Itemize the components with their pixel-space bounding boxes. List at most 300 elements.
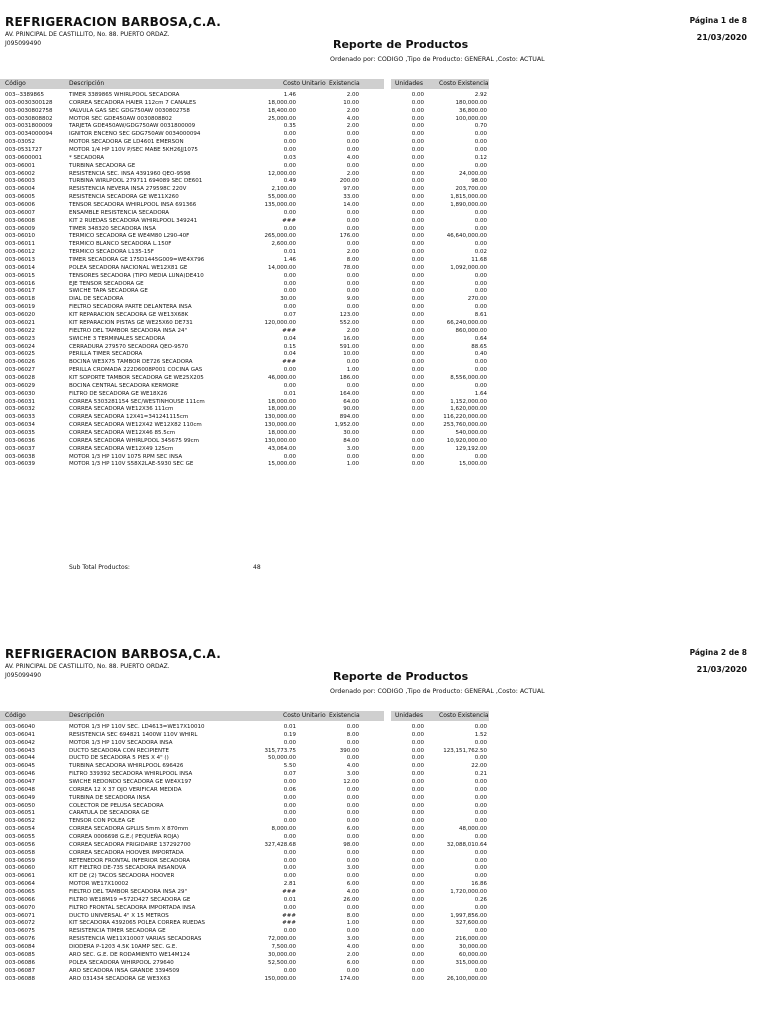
table-row xyxy=(0,406,768,414)
cell-description: KIT FIELTRO DE-735 SECADORA INSANOVA xyxy=(69,865,186,872)
cell-units: 0.00 xyxy=(411,335,424,342)
cell-unit-cost: 150,000.00 xyxy=(264,975,296,982)
cell-unit-cost: 0.00 xyxy=(283,849,296,856)
header-units: Unidades xyxy=(395,712,423,719)
cell-code: 003-06042 xyxy=(5,739,35,746)
table-row xyxy=(0,865,768,873)
table-row xyxy=(0,779,768,787)
cell-description: TERMICO SECADORA GE WE4M80 L290-40F xyxy=(69,233,190,240)
table-row xyxy=(0,359,768,367)
cell-stock: 0.00 xyxy=(346,739,359,746)
cell-stock: 0.00 xyxy=(346,724,359,730)
table-row xyxy=(0,928,768,936)
cell-units: 0.00 xyxy=(411,209,424,216)
cell-stock: 84.00 xyxy=(343,437,359,444)
cell-unit-cost: 15,000.00 xyxy=(268,461,296,468)
cell-code: 003-06066 xyxy=(5,896,35,903)
table-row xyxy=(0,414,768,422)
cell-stock: 90.00 xyxy=(343,406,359,413)
cell-stock: 0.00 xyxy=(346,139,359,146)
cell-stock-cost: 100,000.00 xyxy=(455,115,487,122)
cell-description: VALVULA GAS SEC GDG750AW 0030802758 xyxy=(69,107,190,114)
cell-stock: 0.00 xyxy=(346,288,359,295)
table-row xyxy=(0,139,768,147)
report-page-2 xyxy=(0,632,768,1024)
cell-code: 003-0034000094 xyxy=(5,131,53,138)
cell-unit-cost: 0.00 xyxy=(283,272,296,279)
cell-code: 003-06005 xyxy=(5,194,35,201)
cell-unit-cost: 0.00 xyxy=(283,209,296,216)
cell-description: FILTRO DE SECADORA GE WE18X26 xyxy=(69,390,168,397)
cell-code: 003-06039 xyxy=(5,461,35,468)
cell-unit-cost: 135,000.00 xyxy=(264,202,296,209)
table-row xyxy=(0,155,768,163)
cell-unit-cost: 18,000.00 xyxy=(268,406,296,413)
table-row xyxy=(0,461,768,469)
cell-description: SWICHE TAPA SECADORA GE xyxy=(69,288,148,295)
cell-unit-cost: 72,000.00 xyxy=(268,936,296,943)
cell-units: 0.00 xyxy=(411,461,424,468)
cell-stock-cost: 88.65 xyxy=(471,343,487,350)
cell-stock: 4.00 xyxy=(346,889,359,896)
cell-code: 003-06040 xyxy=(5,724,35,730)
header-unit-cost: Costo Unitario xyxy=(283,80,326,87)
cell-unit-cost: 0.07 xyxy=(283,771,296,778)
cell-stock: 164.00 xyxy=(339,390,359,397)
cell-unit-cost: 55,000.00 xyxy=(268,194,296,201)
cell-stock-cost: 203,700.00 xyxy=(455,186,487,193)
cell-stock: 390.00 xyxy=(339,747,359,754)
cell-code: 003-06071 xyxy=(5,912,35,919)
table-row xyxy=(0,826,768,834)
table-row xyxy=(0,810,768,818)
cell-stock-cost: 0.00 xyxy=(474,739,487,746)
cell-unit-cost: 1.46 xyxy=(283,257,296,264)
table-row xyxy=(0,430,768,438)
product-table xyxy=(0,92,768,469)
cell-description: CORREA SECADORA WE12X46 85.5cm xyxy=(69,429,176,436)
table-row xyxy=(0,889,768,897)
cell-stock: 8.00 xyxy=(346,257,359,264)
cell-unit-cost: ### xyxy=(282,217,296,224)
cell-units: 0.00 xyxy=(411,429,424,436)
cell-code: 003-06047 xyxy=(5,779,35,786)
cell-unit-cost: 0.00 xyxy=(283,865,296,872)
cell-units: 0.00 xyxy=(411,312,424,319)
cell-stock: 0.00 xyxy=(346,928,359,935)
cell-stock-cost: 0.00 xyxy=(474,834,487,841)
cell-units: 0.00 xyxy=(411,99,424,106)
cell-stock-cost: 270.00 xyxy=(467,296,487,303)
table-row xyxy=(0,755,768,763)
cell-units: 0.00 xyxy=(411,194,424,201)
cell-units: 0.00 xyxy=(411,170,424,177)
table-row xyxy=(0,273,768,281)
cell-unit-cost: 43,064.00 xyxy=(268,445,296,452)
table-row xyxy=(0,740,768,748)
cell-stock: 6.00 xyxy=(346,826,359,833)
cell-unit-cost: 30,000.00 xyxy=(268,951,296,958)
cell-units: 0.00 xyxy=(411,241,424,248)
cell-units: 0.00 xyxy=(411,841,424,848)
cell-code: 003-06016 xyxy=(5,280,35,287)
cell-unit-cost: 0.06 xyxy=(283,786,296,793)
cell-stock: 4.00 xyxy=(346,763,359,770)
cell-stock: 0.00 xyxy=(346,217,359,224)
cell-stock: 3.00 xyxy=(346,936,359,943)
cell-description: TIMER SECADORA GE 175D1445G009=WE4X796 xyxy=(69,257,205,264)
table-row xyxy=(0,787,768,795)
cell-unit-cost: 0.00 xyxy=(283,162,296,169)
cell-stock-cost: 180,000.00 xyxy=(455,99,487,106)
cell-units: 0.00 xyxy=(411,739,424,746)
cell-description: KIT SECADORA 4392065 POLEA CORREA RUEDAS xyxy=(69,920,206,927)
cell-stock: 0.00 xyxy=(346,857,359,864)
header-unit-cost: Costo Unitario xyxy=(283,712,326,719)
cell-units: 0.00 xyxy=(411,771,424,778)
cell-stock: 186.00 xyxy=(339,374,359,381)
cell-unit-cost: 327,428.68 xyxy=(264,841,296,848)
cell-stock-cost: 0.00 xyxy=(474,849,487,856)
table-row xyxy=(0,803,768,811)
cell-stock: 0.00 xyxy=(346,272,359,279)
table-row xyxy=(0,936,768,944)
cell-units: 0.00 xyxy=(411,445,424,452)
cell-unit-cost: 46,000.00 xyxy=(268,374,296,381)
cell-code: 003-06065 xyxy=(5,889,35,896)
cell-unit-cost: 18,400.00 xyxy=(268,107,296,114)
cell-description: FIELTRO DEL TAMBOR SECADORA INSA 29" xyxy=(69,889,187,896)
cell-description: BOCINA WE3X75 TAMBOR DE726 SECADORA xyxy=(69,359,193,366)
cell-units: 0.00 xyxy=(411,264,424,271)
table-row xyxy=(0,257,768,265)
cell-unit-cost: 0.01 xyxy=(283,249,296,256)
cell-description: DIODERA P-1203 4.5K 10AMP SEC. G.E. xyxy=(69,944,178,951)
report-date: 21/03/2020 xyxy=(696,665,747,674)
cell-stock: 3.00 xyxy=(346,771,359,778)
cell-units: 0.00 xyxy=(411,881,424,888)
cell-description: RESISTENCIA TIMER SECADORA GE xyxy=(69,928,166,935)
cell-units: 0.00 xyxy=(411,107,424,114)
product-table xyxy=(0,724,768,983)
cell-units: 0.00 xyxy=(411,936,424,943)
cell-stock: 0.00 xyxy=(346,304,359,311)
cell-description: FIELTRO SECADORA PARTE DELANTERA INSA xyxy=(69,304,192,311)
cell-unit-cost: 0.00 xyxy=(283,810,296,817)
cell-description: TARJETA GDE450AW/GDG750AW 0031800009 xyxy=(69,123,196,130)
cell-units: 0.00 xyxy=(411,802,424,809)
cell-description: PERILLA TIMER SECADORA xyxy=(69,351,143,358)
cell-stock: 591.00 xyxy=(339,343,359,350)
cell-description: CORREA 12 X 37 OJO VERIFICAR MEDIDA xyxy=(69,786,182,793)
cell-stock: 2.00 xyxy=(346,123,359,130)
cell-stock: 1.00 xyxy=(346,920,359,927)
cell-stock-cost: 1,152,000.00 xyxy=(450,398,487,405)
cell-stock: 98.00 xyxy=(343,841,359,848)
cell-unit-cost: 18,000.00 xyxy=(268,429,296,436)
cell-code: 003-06008 xyxy=(5,217,35,224)
cell-stock-cost: 0.02 xyxy=(474,249,487,256)
cell-units: 0.00 xyxy=(411,186,424,193)
cell-stock: 2.00 xyxy=(346,92,359,98)
cell-stock: 0.00 xyxy=(346,794,359,801)
cell-description: ARO SEC. G.E. DE RODAMIENTO WE14M124 xyxy=(69,951,191,958)
cell-stock-cost: 0.00 xyxy=(474,786,487,793)
cell-unit-cost: 0.00 xyxy=(283,304,296,311)
cell-unit-cost: 0.00 xyxy=(283,857,296,864)
cell-stock-cost: 1,890,000.00 xyxy=(450,202,487,209)
cell-stock-cost: 315,000.00 xyxy=(455,959,487,966)
cell-stock: 9.00 xyxy=(346,296,359,303)
cell-unit-cost: 52,500.00 xyxy=(268,959,296,966)
cell-stock: 0.00 xyxy=(346,904,359,911)
cell-stock-cost: 0.00 xyxy=(474,755,487,762)
cell-unit-cost: 7,500.00 xyxy=(271,944,296,951)
cell-units: 0.00 xyxy=(411,374,424,381)
cell-stock: 2.00 xyxy=(346,107,359,114)
cell-stock-cost: 0.00 xyxy=(474,209,487,216)
cell-code: 003-06054 xyxy=(5,826,35,833)
cell-code: 003-06037 xyxy=(5,445,35,452)
cell-units: 0.00 xyxy=(411,123,424,130)
cell-stock: 0.00 xyxy=(346,280,359,287)
cell-stock-cost: 0.00 xyxy=(474,367,487,374)
table-row xyxy=(0,391,768,399)
cell-description: ENSAMBLE RESISTENCIA SECADORA xyxy=(69,209,170,216)
cell-code: 003-06043 xyxy=(5,747,35,754)
cell-description: FILTRO FRONTAL SECADORA IMPORTADA INSA xyxy=(69,904,196,911)
cell-code: 003-06087 xyxy=(5,967,35,974)
cell-stock-cost: 46,640,000.00 xyxy=(446,233,487,240)
cell-units: 0.00 xyxy=(411,959,424,966)
cell-code: 003-06044 xyxy=(5,755,35,762)
cell-code: 003-06045 xyxy=(5,763,35,770)
cell-unit-cost: 0.00 xyxy=(283,873,296,880)
cell-description: SWICHE REDONDO SECADORA GE WE4X197 xyxy=(69,779,192,786)
cell-code: 003-06013 xyxy=(5,257,35,264)
table-row xyxy=(0,422,768,430)
cell-description: TERMICO SECADORA L135-15F xyxy=(69,249,154,256)
cell-description: COLECTOR DE PELUSA SECADORA xyxy=(69,802,164,809)
cell-units: 0.00 xyxy=(411,865,424,872)
table-row xyxy=(0,858,768,866)
page-number: Página 2 de 8 xyxy=(689,648,747,657)
cell-stock: 0.00 xyxy=(346,131,359,138)
cell-code: 003-0030802758 xyxy=(5,107,53,114)
cell-stock: 0.00 xyxy=(346,453,359,460)
cell-stock-cost: 0.00 xyxy=(474,225,487,232)
cell-code: 003-06011 xyxy=(5,241,35,248)
table-row xyxy=(0,281,768,289)
cell-description: CORREA SECADORA GPLUS 5mm X 870mm xyxy=(69,826,189,833)
cell-units: 0.00 xyxy=(411,178,424,185)
cell-units: 0.00 xyxy=(411,920,424,927)
cell-stock: 4.00 xyxy=(346,115,359,122)
table-row xyxy=(0,210,768,218)
cell-unit-cost: ### xyxy=(282,359,296,366)
cell-stock: 14.00 xyxy=(343,202,359,209)
table-row xyxy=(0,233,768,241)
table-header-bar xyxy=(0,79,384,89)
cell-code: 003-06020 xyxy=(5,312,35,319)
table-row xyxy=(0,873,768,881)
table-row xyxy=(0,960,768,968)
cell-unit-cost: 14,000.00 xyxy=(268,264,296,271)
cell-stock: 8.00 xyxy=(346,912,359,919)
cell-stock-cost: 66,240,000.00 xyxy=(446,319,487,326)
table-row xyxy=(0,375,768,383)
cell-description: TENSOR CON POLEA GE xyxy=(69,818,135,825)
table-row xyxy=(0,913,768,921)
cell-stock-cost: 26,100,000.00 xyxy=(446,975,487,982)
cell-code: 003-06027 xyxy=(5,367,35,374)
cell-description: KIT SOPORTE TAMBOR SECADORA GE WE25X205 xyxy=(69,374,204,381)
cell-code: 003-06060 xyxy=(5,865,35,872)
cell-description: DIAL DE SECADORA xyxy=(69,296,124,303)
table-row xyxy=(0,795,768,803)
cell-stock-cost: 0.64 xyxy=(474,335,487,342)
cell-unit-cost: 0.01 xyxy=(283,724,296,730)
cell-description: POLEA SECADORA WHIRPOOL 279640 xyxy=(69,959,174,966)
cell-unit-cost: 0.00 xyxy=(283,139,296,146)
cell-stock-cost: 8.61 xyxy=(474,312,487,319)
cell-description: MOTOR 1/3 HP 110V SEC. LD4613=WE17X10010 xyxy=(69,724,205,730)
cell-code: 003-0030300128 xyxy=(5,99,53,106)
report-date: 21/03/2020 xyxy=(696,33,747,42)
cell-code: 003-06086 xyxy=(5,959,35,966)
cell-units: 0.00 xyxy=(411,747,424,754)
cell-code: 003-06024 xyxy=(5,343,35,350)
cell-code: 003-06085 xyxy=(5,951,35,958)
table-row xyxy=(0,241,768,249)
cell-stock: 10.00 xyxy=(343,99,359,106)
cell-unit-cost: ### xyxy=(282,889,296,896)
cell-stock: 0.00 xyxy=(346,755,359,762)
cell-description: MOTOR 1/3 HP 110V SECADORA INSA xyxy=(69,739,173,746)
cell-units: 0.00 xyxy=(411,319,424,326)
cell-stock: 10.00 xyxy=(343,351,359,358)
cell-description: MOTOR WE17X10002 xyxy=(69,881,129,888)
cell-code: 003-06030 xyxy=(5,390,35,397)
table-row xyxy=(0,944,768,952)
cell-unit-cost: 0.00 xyxy=(283,739,296,746)
cell-code: 003-06058 xyxy=(5,849,35,856)
cell-description: TENSOR SECADORA WHIRLPOOL INSA 691366 xyxy=(69,202,197,209)
cell-stock-cost: 0.00 xyxy=(474,810,487,817)
cell-stock-cost: 98.00 xyxy=(471,178,487,185)
cell-code: 003-06064 xyxy=(5,881,35,888)
cell-description: CORREA 0006698 G.E.( PEQUEÑA ROJA) xyxy=(69,834,179,841)
cell-description: MOTOR 1/4 HP 110V P/SEC MABE 5KH26JJ1075 xyxy=(69,147,198,154)
cell-units: 0.00 xyxy=(411,115,424,122)
cell-code: 003-06014 xyxy=(5,264,35,271)
table-row xyxy=(0,454,768,462)
cell-code: 003-06018 xyxy=(5,296,35,303)
cell-units: 0.00 xyxy=(411,327,424,334)
cell-stock-cost: 0.00 xyxy=(474,904,487,911)
cell-code: 003-06022 xyxy=(5,327,35,334)
table-row xyxy=(0,438,768,446)
cell-description: CORREA SECADORA HAIER 112cm 7 CANALES xyxy=(69,99,196,106)
table-row xyxy=(0,265,768,273)
cell-description: ARO 031434 SECADORA GE WE3X63 xyxy=(69,975,171,982)
cell-stock-cost: 0.00 xyxy=(474,241,487,248)
cell-stock: 174.00 xyxy=(339,975,359,982)
cell-description: CORREA 5303281154 SEC/WESTINHOUSE 111cm xyxy=(69,398,205,405)
cell-description: RESISTENCIA SEC. INSA 4391960 QEO-9598 xyxy=(69,170,191,177)
cell-unit-cost: 0.15 xyxy=(283,343,296,350)
table-row xyxy=(0,968,768,976)
cell-stock: 1,952.00 xyxy=(334,422,359,429)
table-row xyxy=(0,328,768,336)
company-address: AV. PRINCIPAL DE CASTILLITO, No. 88. PUERTO ORDAZ. xyxy=(5,663,170,670)
cell-units: 0.00 xyxy=(411,257,424,264)
cell-units: 0.00 xyxy=(411,810,424,817)
cell-code: 003-06002 xyxy=(5,170,35,177)
cell-stock: 2.00 xyxy=(346,170,359,177)
cell-stock: 200.00 xyxy=(339,178,359,185)
table-row xyxy=(0,920,768,928)
cell-stock: 78.00 xyxy=(343,264,359,271)
cell-description: MOTOR 1/3 HP 110V S58X2LAE-5930 SEC GE xyxy=(69,461,194,468)
table-row xyxy=(0,336,768,344)
header-stock-cost: Costo Existencia xyxy=(439,712,489,719)
cell-description: TURBINA SECADORA WHIRLPOOL 696426 xyxy=(69,763,184,770)
cell-unit-cost: 0.35 xyxy=(283,123,296,130)
cell-stock: 1.00 xyxy=(346,367,359,374)
cell-description: ARO SECADORA INSA GRANDE 3394509 xyxy=(69,967,180,974)
table-row xyxy=(0,194,768,202)
cell-units: 0.00 xyxy=(411,217,424,224)
cell-units: 0.00 xyxy=(411,154,424,161)
cell-stock: 0.00 xyxy=(346,802,359,809)
cell-description: CORREA SECADORA 12X41=341241115cm xyxy=(69,414,189,421)
cell-stock-cost: 0.00 xyxy=(474,865,487,872)
cell-stock-cost: 0.00 xyxy=(474,147,487,154)
table-row xyxy=(0,226,768,234)
cell-description: RESISTENCIA SEC 694821 1400W 110V WHIRL xyxy=(69,731,198,738)
cell-description: IGNITOR ENCENO SEC GDG750AW 0034000094 xyxy=(69,131,201,138)
cell-units: 0.00 xyxy=(411,904,424,911)
cell-units: 0.00 xyxy=(411,786,424,793)
cell-stock-cost: 0.26 xyxy=(474,896,487,903)
cell-stock-cost: 1,720,000.00 xyxy=(450,889,487,896)
cell-stock-cost: 1,997,856.00 xyxy=(450,912,487,919)
cell-description: CORREA SECADORA WE12X49 125cm xyxy=(69,445,174,452)
table-row xyxy=(0,834,768,842)
cell-stock-cost: 0.00 xyxy=(474,382,487,389)
cell-code: 003-06084 xyxy=(5,944,35,951)
cell-stock-cost: 0.00 xyxy=(474,779,487,786)
cell-stock: 30.00 xyxy=(343,429,359,436)
cell-description: PERILLA CROMADA 222D6008P001 COCINA GAS xyxy=(69,367,203,374)
cell-code: 003-06032 xyxy=(5,406,35,413)
cell-description: KIT 2 RUEDAS SECADORA WHIRLPOOL 349241 xyxy=(69,217,198,224)
table-row xyxy=(0,399,768,407)
subtotal-value: 48 xyxy=(253,564,261,571)
cell-stock-cost: 1,815,000.00 xyxy=(450,194,487,201)
cell-units: 0.00 xyxy=(411,896,424,903)
cell-stock-cost: 0.00 xyxy=(474,272,487,279)
cell-code: 003-06052 xyxy=(5,818,35,825)
cell-unit-cost: 0.03 xyxy=(283,154,296,161)
cell-stock-cost: 24,000.00 xyxy=(459,170,487,177)
cell-code: 003--3389865 xyxy=(5,92,44,98)
cell-stock: 0.00 xyxy=(346,225,359,232)
cell-units: 0.00 xyxy=(411,779,424,786)
cell-stock-cost: 0.00 xyxy=(474,857,487,864)
cell-stock-cost: 116,220,000.00 xyxy=(443,414,487,421)
